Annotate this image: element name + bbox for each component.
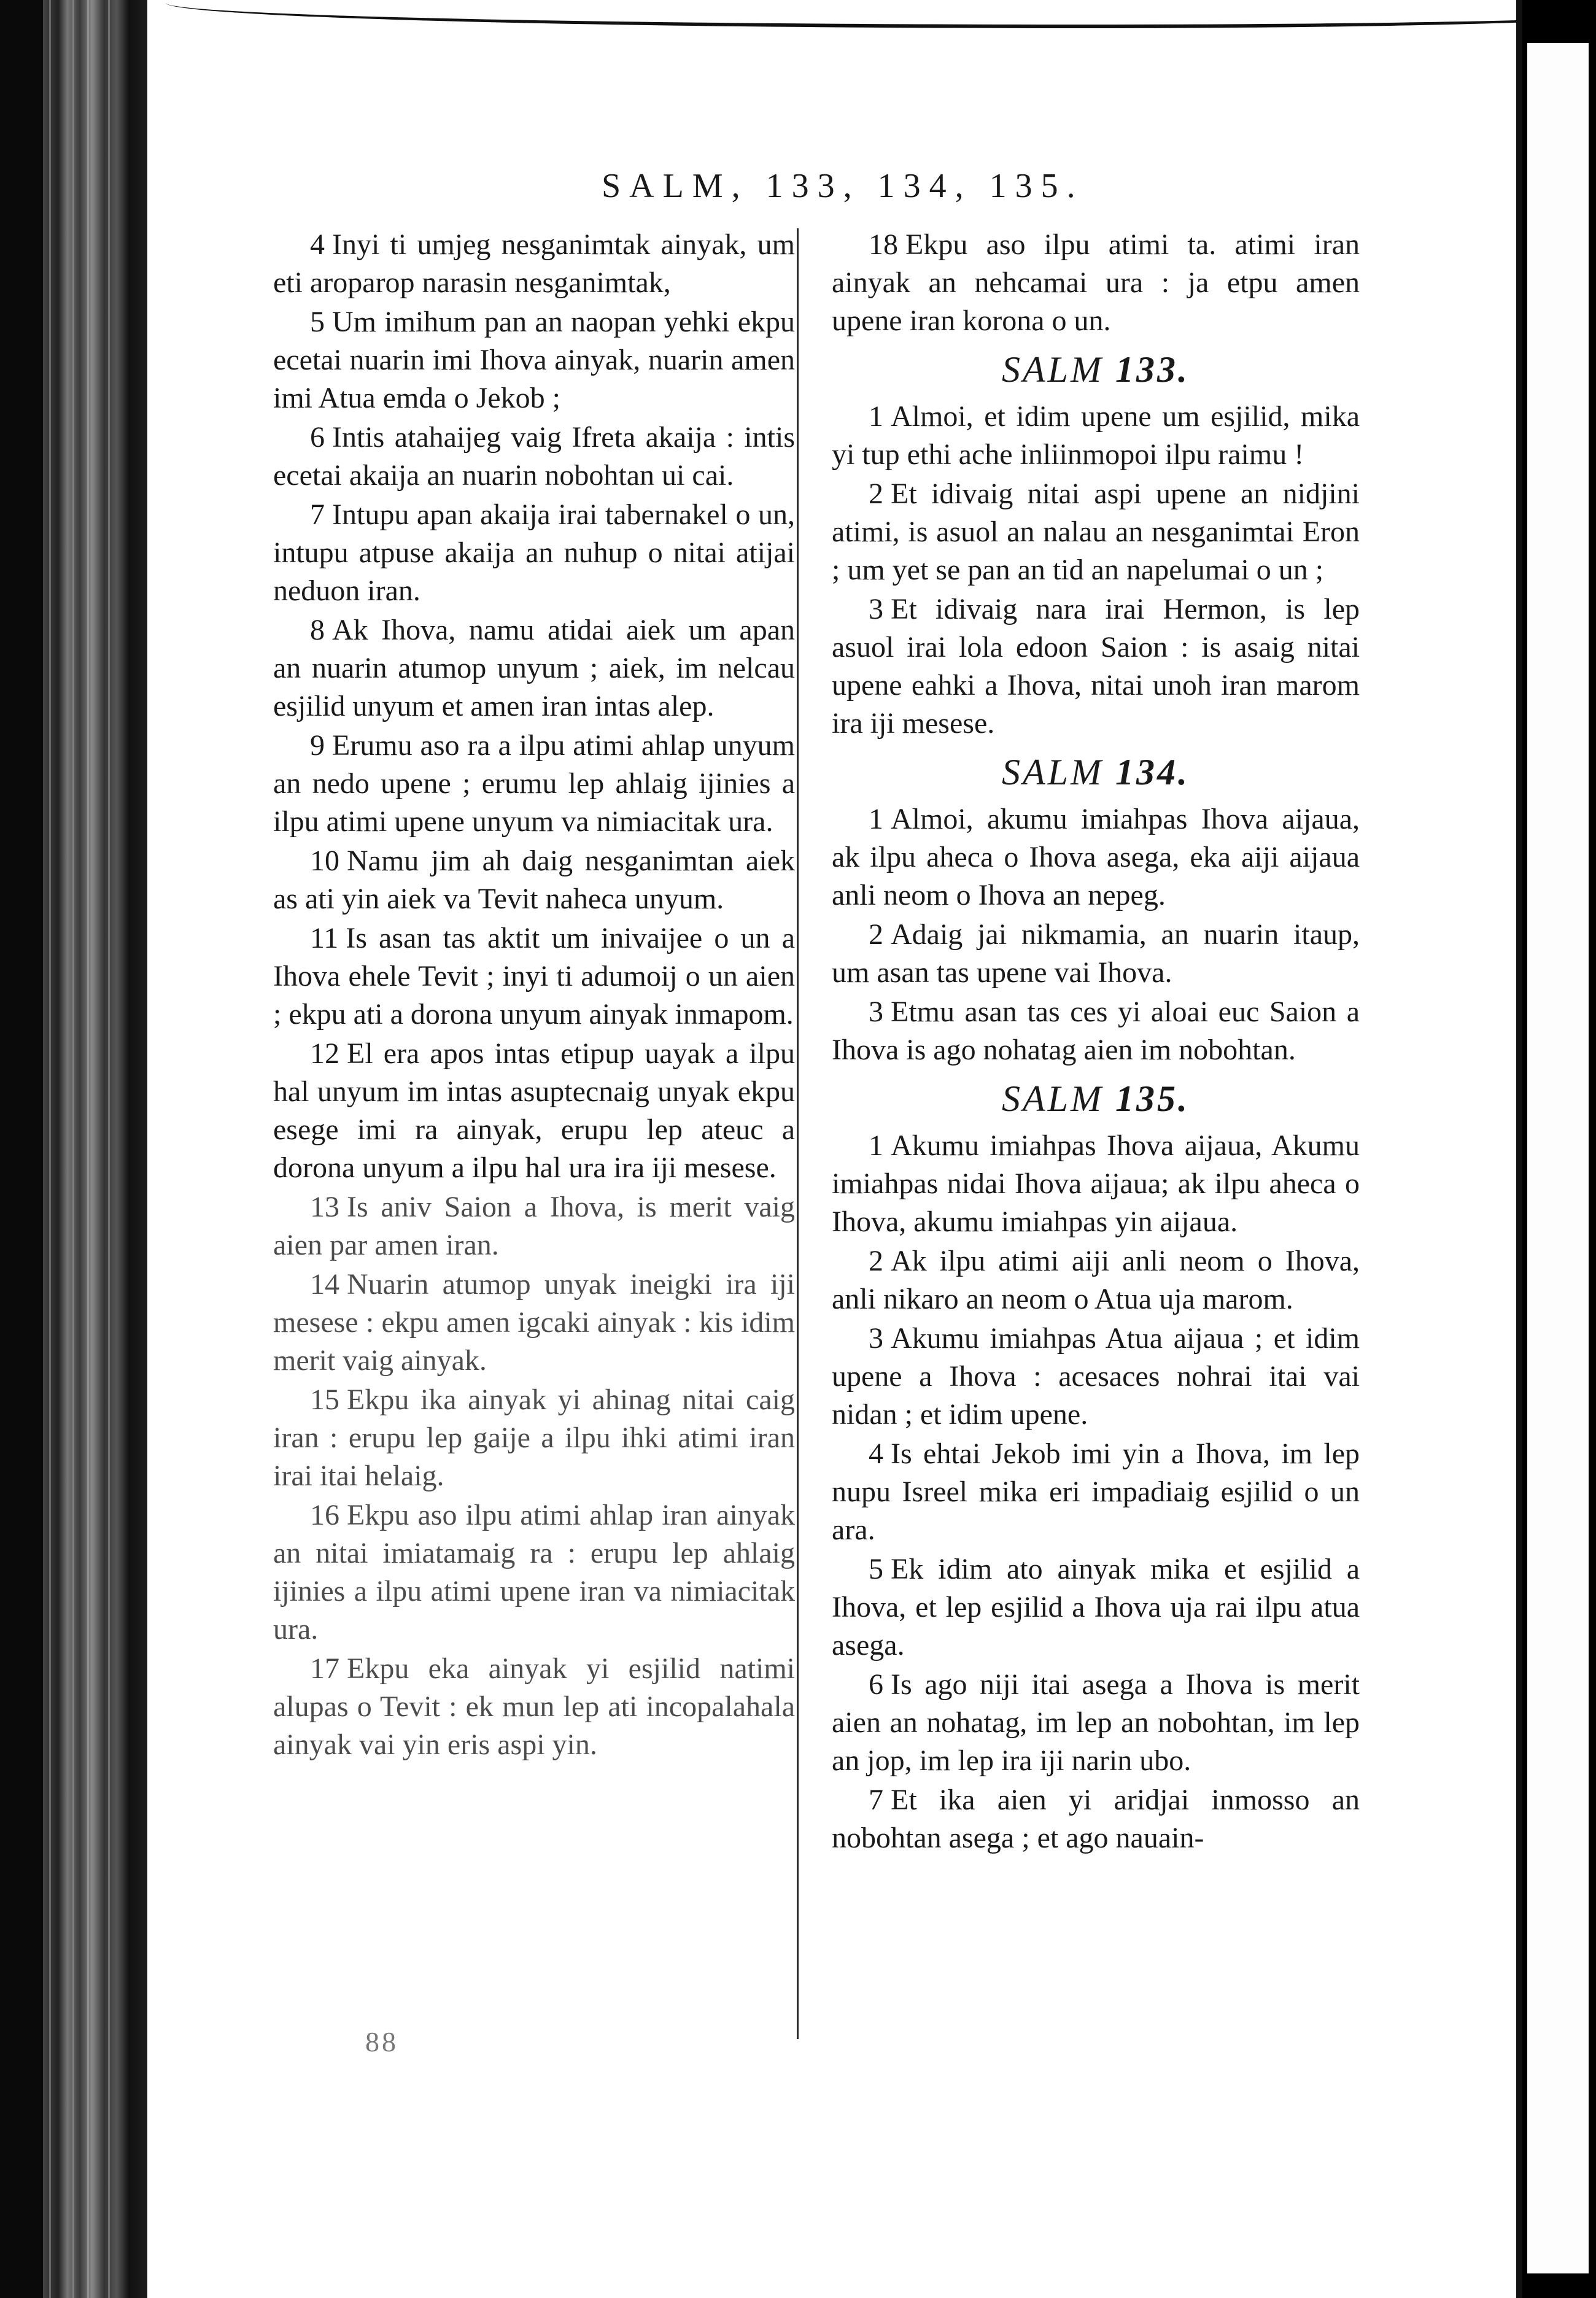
column-divider <box>797 228 799 2039</box>
psalm-heading-number: 135. <box>1115 1078 1190 1119</box>
verse <box>832 1320 1360 1434</box>
verse-text: Almoi, et idim upene um esjilid, mika yi tup ethi ache inliinmopoi ilpu raimu ! <box>832 400 1360 471</box>
verse <box>832 993 1360 1069</box>
verse-number: 3 <box>869 593 883 625</box>
verse-text: Et idivaig nara irai Hermon, is lep asuol irai lola edoon Saion : is asaig nitai upene eahki a Ihova, nitai unoh iran marom ira iji mesese. <box>832 593 1360 740</box>
verse-text: Erumu aso ra a ilpu atimi ahlap unyum an nedo upene ; erumu lep ahlaig ijinies a ilpu atimi upene unyum va nimiacitak ura. <box>273 729 795 838</box>
verse <box>273 1266 795 1380</box>
verse-text: Intis atahaijeg vaig Ifreta akaija : intis ecetai akaija an nuarin nobohtan ui cai. <box>273 421 795 492</box>
verse <box>273 1035 795 1187</box>
verse <box>832 1242 1360 1318</box>
edge-streak <box>87 0 89 2298</box>
verse <box>273 1650 795 1764</box>
verse-number: 1 <box>869 803 883 835</box>
verse-number: 3 <box>869 1322 883 1355</box>
verse-text: Et idivaig nitai aspi upene an nidjini atimi, is asuol an nalau an nesganimtai Eron ; um yet se pan an tid an napelumai o un ; <box>832 478 1360 586</box>
verse-number: 4 <box>310 228 325 261</box>
psalm-heading-label: SALM <box>1002 1078 1104 1119</box>
verse-text: Is ehtai Jekob imi yin a Ihova, im lep nupu Isreel mika eri impadiaig esjilid o un ara. <box>832 1437 1360 1546</box>
verse-number: 13 <box>310 1191 339 1223</box>
verse <box>273 419 795 495</box>
next-page-strip <box>1527 43 1589 2273</box>
verse <box>832 1550 1360 1665</box>
verse <box>832 1781 1360 1857</box>
psalm-heading-label: SALM <box>1002 349 1104 390</box>
verse-number: 7 <box>310 498 325 531</box>
verse <box>832 800 1360 915</box>
verse-number: 1 <box>869 1129 883 1162</box>
verse-number: 6 <box>310 421 325 454</box>
verse-text: Ek idim ato ainyak mika et esjilid a Ihova, et lep esjilid a Ihova uja rai ilpu atua asega. <box>832 1553 1360 1662</box>
verse-number: 8 <box>310 614 325 646</box>
psalm-heading <box>832 344 1360 395</box>
verse-text: Is aniv Saion a Ihova, is merit vaig aien par amen iran. <box>273 1191 795 1261</box>
verse <box>273 727 795 841</box>
verse-text: Namu jim ah daig nesganimtan aiek as ati yin aiek va Tevit naheca unyum. <box>273 845 795 915</box>
verse-number: 4 <box>869 1437 883 1470</box>
verse-number: 6 <box>869 1668 883 1701</box>
right-column <box>832 226 1360 1859</box>
verse-text: Ak ilpu atimi aiji anli neom o Ihova, anli nikaro an neom o Atua uja marom. <box>832 1245 1360 1315</box>
verse-number: 3 <box>869 996 883 1028</box>
verse-text: Ekpu aso ilpu atimi ta. atimi iran ainyak an nehcamai ura : ja etpu amen upene iran korona o un. <box>832 228 1360 337</box>
verse <box>832 1666 1360 1780</box>
verse-text: El era apos intas etipup uayak a ilpu hal unyum im intas asuptecnaig unyak ekpu esege imi ra ainyak, erupu lep ateuc a dorona unyum a ilpu hal ura ira iji mesese. <box>273 1037 795 1184</box>
running-head: SALM, 133, 134, 135. <box>602 167 1084 205</box>
left-column <box>273 226 795 1765</box>
edge-streak <box>108 0 110 2298</box>
verse <box>273 226 795 302</box>
verse <box>832 1127 1360 1241</box>
verse-number: 10 <box>310 845 339 877</box>
verse <box>273 1381 795 1495</box>
psalm-heading-label: SALM <box>1002 752 1104 792</box>
verse-number: 2 <box>869 478 883 510</box>
verse <box>832 916 1360 992</box>
verse <box>273 496 795 610</box>
verse-text: Akumu imiahpas Ihova aijaua, Akumu imiahpas nidai Ihova aijaua; ak ilpu aheca o Ihova, akumu imiahpas yin aijaua. <box>832 1129 1360 1238</box>
verse <box>832 1435 1360 1549</box>
verse-text: Akumu imiahpas Atua aijaua ; et idim upene a Ihova : acesaces nohrai itai vai nidan ; et idim upene. <box>832 1322 1360 1431</box>
psalm-heading-number: 134. <box>1115 752 1190 792</box>
edge-streak <box>72 0 74 2298</box>
psalm-heading <box>832 746 1360 798</box>
verse-number: 7 <box>869 1784 883 1816</box>
verse-text: Intupu apan akaija irai tabernakel o un, intupu atpuse akaija an nuhup o nitai atijai neduon iran. <box>273 498 795 607</box>
verse-number: 14 <box>310 1268 339 1301</box>
verse-number: 5 <box>869 1553 883 1585</box>
verse <box>273 919 795 1034</box>
verse-text: Ak Ihova, namu atidai aiek um apan an nuarin atumop unyum ; aiek, im nelcau esjilid unyum et amen iran intas alep. <box>273 614 795 722</box>
psalm-heading-number: 133. <box>1115 349 1190 390</box>
verse-text: Almoi, akumu imiahpas Ihova aijaua, ak ilpu aheca o Ihova asega, eka aiji aijaua anli neom o Ihova an nepeg. <box>832 803 1360 911</box>
verse-number: 2 <box>869 1245 883 1277</box>
scan-right-edge <box>1516 0 1596 2298</box>
verse <box>273 842 795 918</box>
verse-text: Um imihum pan an naopan yehki ekpu ecetai nuarin imi Ihova ainyak, nuarin amen imi Atua emda o Jekob ; <box>273 306 795 414</box>
book-page <box>147 0 1510 2298</box>
verse-text: Adaig jai nikmamia, an nuarin itaup, um asan tas upene vai Ihova. <box>832 918 1360 989</box>
scan-left-edge <box>0 0 147 2298</box>
verse-number: 11 <box>310 922 339 954</box>
verse-number: 18 <box>869 228 898 261</box>
verse-text: Etmu asan tas ces yi aloai euc Saion a Ihova is ago nohatag aien im nobohtan. <box>832 996 1360 1066</box>
verse <box>273 611 795 725</box>
verse-text: Et ika aien yi aridjai inmosso an nobohtan asega ; et ago nauain- <box>832 1784 1360 1854</box>
psalm-heading <box>832 1073 1360 1124</box>
verse <box>832 398 1360 474</box>
verse-number: 5 <box>310 306 325 338</box>
verse-text: Ekpu ika ainyak yi ahinag nitai caig iran : erupu lep gaije a ilpu ihki atimi iran irai itai helaig. <box>273 1383 795 1492</box>
verse-text: Is asan tas aktit um inivaijee o un a Ihova ehele Tevit ; inyi ti adumoij o un aien ; ekpu ati a dorona unyum ainyak inmapom. <box>273 922 795 1031</box>
verse-number: 9 <box>310 729 325 762</box>
verse <box>273 1496 795 1649</box>
verse <box>832 475 1360 589</box>
verse-number: 1 <box>869 400 883 433</box>
edge-streak <box>49 0 51 2298</box>
verse-number: 15 <box>310 1383 339 1416</box>
verse-number: 2 <box>869 918 883 951</box>
verse-text: Nuarin atumop unyak ineigki ira iji mesese : ekpu amen igcaki ainyak : kis idim merit vaig ainyak. <box>273 1268 795 1377</box>
verse <box>273 1188 795 1264</box>
page-number: 88 <box>365 2026 398 2057</box>
verse-text: Is ago niji itai asega a Ihova is merit aien an nohatag, im lep an nobohtan, im lep an jop, im lep ira iji narin ubo. <box>832 1668 1360 1777</box>
verse-text: Inyi ti umjeg nesganimtak ainyak, um eti aroparop narasin nesganimtak, <box>273 228 795 299</box>
verse-text: Ekpu eka ainyak yi esjilid natimi alupas o Tevit : ek mun lep ati incopalahala ainyak vai yin eris aspi yin. <box>273 1652 795 1761</box>
verse-text: Ekpu aso ilpu atimi ahlap iran ainyak an nitai imiatamaig ra : erupu lep ahlaig ijinies a ilpu atimi upene iran va nimiacitak ura. <box>273 1499 795 1646</box>
verse-number: 16 <box>310 1499 339 1531</box>
verse <box>832 590 1360 743</box>
verse <box>832 226 1360 340</box>
verse-number: 12 <box>310 1037 339 1070</box>
verse <box>273 303 795 417</box>
verse-number: 17 <box>310 1652 339 1685</box>
